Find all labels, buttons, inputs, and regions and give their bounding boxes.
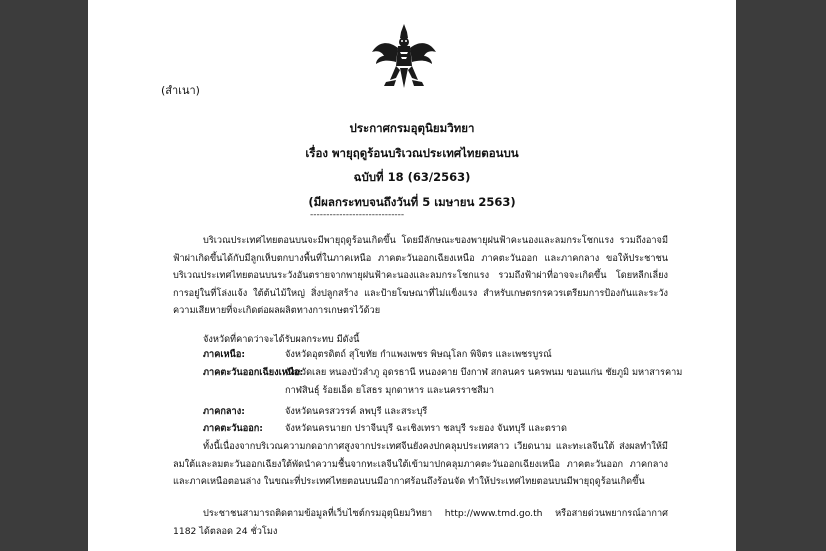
document-issue-number: ฉบับที่ 18 (63/2563) [353, 170, 471, 184]
region-provinces-north: จังหวัดอุตรดิตถ์ สุโขทัย กำแพงเพชร พิษณุโลก พิจิตร และเพชรบูรณ์ [285, 349, 552, 360]
paragraph-cause: ทั้งนี้เนื่องจากบริเวณความกดอากาศสูงจากประเทศจีนยังคงปกคลุมประเทศลาว เวียดนาม และทะเลจีนใต้ ส่งผลทำให้มีลมใต้และลมตะวันออกเฉียงใต้พัดนำความชื้นจากทะเลจีนใต้เข้ามาปกคลุมภาคตะวันออกเฉียงเหนือ ภาคตะวันออก ภาคกลาง และภาคเหนือตอนล่าง ในขณะที่ประเทศไทยตอนบนมีอากาศร้อนถึงร้อนจัด ทำให้ประเทศไทยตอนบนมีพายุฤดูร้อนเกิดขึ้น [173, 441, 668, 487]
paragraph-contact: ประชาชนสามารถติดตามข้อมูลที่เว็บไซต์กรมอุตุนิยมวิทยา http://www.tmd.go.th หรือสายด่วนพยากรณ์อากาศ 1182 ได้ตลอด 24 ชั่วโมง [173, 508, 668, 537]
paragraph-warning: บริเวณประเทศไทยตอนบนจะมีพายุฤดูร้อนเกิดขึ้น โดยมีลักษณะของพายุฝนฟ้าคะนองและลมกระโชกแรง รวมถึงอาจมีฟ้าผ่าเกิดขึ้นได้กับมีลูกเห็บตกบางพื้นที่ในภาคเหนือ ภาคตะวันออกเฉียงเหนือ ภาคตะวันออก และภาคกลาง ขอให้ประชาชนบริเวณประเทศไทยตอนบนระวังอันตรายจากพายุฝนฟ้าคะนองและลมกระโชกแรง รวมถึงฟ้าผ่าที่อาจจะเกิดขึ้น โดยหลีกเลี่ยงการอยู่ในที่โล่งแจ้ง ใต้ต้นไม้ใหญ่ สิ่งปลูกสร้าง และป้ายโฆษณาที่ไม่แข็งแรง สำหรับเกษตรกรควรเตรียมการป้องกันและระวังความเสียหายที่จะเกิดต่อผลผลิตทางการเกษตรไว้ด้วย [173, 235, 668, 316]
document-effective-date: (มีผลกระทบจนถึงวันที่ 5 เมษายน 2563) [308, 195, 516, 209]
document-page [88, 0, 736, 551]
divider-line: ----------------------------- [310, 210, 405, 220]
region-label-north: ภาคเหนือ: [203, 349, 246, 360]
document-title: ประกาศกรมอุตุนิยมวิทยา [349, 121, 475, 135]
region-provinces-northeast: จังหวัดเลย หนองบัวลำภู อุดรธานี หนองคาย บึงกาฬ สกลนคร นครพนม ขอนแก่น ชัยภูมิ มหาสารคาม กาฬสินธุ์ ร้อยเอ็ด ยโสธร มุกดาหาร และนครราชสีมา [285, 367, 683, 396]
document-subject: เรื่อง พายุฤดูร้อนบริเวณประเทศไทยตอนบน [305, 146, 519, 160]
region-provinces-central: จังหวัดนครสวรรค์ ลพบุรี และสระบุรี [285, 406, 428, 417]
region-label-east: ภาคตะวันออก: [203, 423, 263, 434]
copy-label: (สำเนา) [161, 84, 200, 97]
region-label-central: ภาคกลาง: [203, 406, 245, 417]
region-label-northeast: ภาคตะวันออกเฉียงเหนือ: [203, 367, 304, 378]
region-provinces-east: จังหวัดนครนายก ปราจีนบุรี ฉะเชิงเทรา ชลบุรี ระยอง จันทบุรี และตราด [285, 423, 567, 434]
provinces-intro: จังหวัดที่คาดว่าจะได้รับผลกระทบ มีดังนี้ [203, 334, 360, 345]
garuda-emblem-icon [370, 22, 438, 92]
